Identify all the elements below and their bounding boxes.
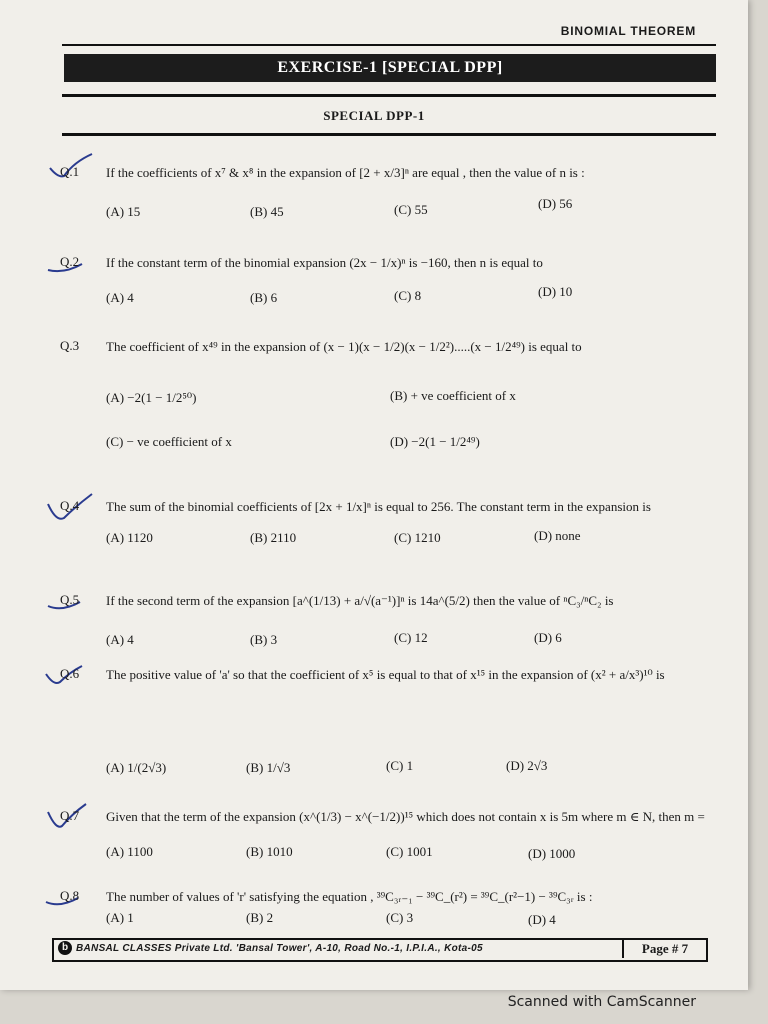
option-d: (D) −2(1 − 1/2⁴⁹) bbox=[390, 434, 480, 449]
option-c: (C) 55 bbox=[394, 202, 428, 217]
option-b: (B) + ve coefficient of x bbox=[390, 388, 516, 403]
footer-publisher: BANSAL CLASSES Private Ltd. 'Bansal Tower', A-10, Road No.-1, I.P.I.A., Kota-05 bbox=[76, 943, 483, 954]
option-a: (A) 4 bbox=[106, 290, 134, 305]
question-text: The positive value of 'a' so that the coefficient of x⁵ is equal to that of x¹⁵ in the expansion of (x² + a/x³)¹⁰ is bbox=[106, 667, 665, 682]
question-8 bbox=[60, 888, 720, 932]
option-b: (B) 2110 bbox=[250, 530, 297, 545]
question-number: Q.7 bbox=[60, 808, 80, 823]
page-number: Page # 7 bbox=[622, 939, 706, 958]
scanner-watermark: Scanned with CamScanner bbox=[507, 994, 696, 1010]
bansal-logo-icon: b bbox=[58, 941, 72, 955]
option-d: (D) 1000 bbox=[528, 846, 576, 861]
question-text: Given that the term of the expansion (x^(1/3) − x^(−1/2))¹⁵ which does not contain x is 5m where m ∈ N, then m = bbox=[106, 809, 705, 824]
option-b: (B) 6 bbox=[250, 290, 278, 305]
question-3 bbox=[60, 338, 720, 466]
question-number: Q.3 bbox=[60, 338, 80, 353]
option-d: (D) 56 bbox=[538, 196, 573, 211]
option-c: (C) 1210 bbox=[394, 530, 441, 545]
option-a: (A) −2(1 − 1/2⁵⁰) bbox=[106, 390, 197, 405]
option-c: (C) 8 bbox=[394, 288, 422, 303]
question-number: Q.8 bbox=[60, 888, 80, 903]
question-number: Q.5 bbox=[60, 592, 80, 607]
question-text: The coefficient of x⁴⁹ in the expansion of (x − 1)(x − 1/2)(x − 1/2²).....(x − 1/2⁴⁹) is equal to bbox=[106, 339, 582, 354]
question-5 bbox=[60, 592, 720, 650]
option-b: (B) 1/√3 bbox=[246, 760, 291, 775]
option-a: (A) 1100 bbox=[106, 844, 153, 859]
chapter-header: BINOMIAL THEOREM bbox=[560, 24, 696, 38]
question-text: The sum of the binomial coefficients of [2x + 1/x]ⁿ is equal to 256. The constant term in the expansion is bbox=[106, 499, 651, 514]
option-c: (C) − ve coefficient of x bbox=[106, 434, 232, 449]
question-7 bbox=[60, 808, 720, 864]
option-c: (C) 3 bbox=[386, 910, 414, 925]
option-c: (C) 12 bbox=[394, 630, 428, 645]
question-1 bbox=[60, 164, 720, 224]
option-a: (A) 4 bbox=[106, 632, 134, 647]
option-a: (A) 1120 bbox=[106, 530, 153, 545]
option-d: (D) 2√3 bbox=[506, 758, 548, 773]
question-text: The number of values of 'r' satisfying the equation , ³⁹C₃ᵣ₋₁ − ³⁹C_(r²) = ³⁹C_(r²−1) − ³⁹C₃ᵣ is : bbox=[106, 889, 593, 904]
option-b: (B) 1010 bbox=[246, 844, 293, 859]
exercise-banner: EXERCISE-1 [SPECIAL DPP] bbox=[64, 54, 716, 82]
option-a: (A) 1/(2√3) bbox=[106, 760, 167, 775]
option-c: (C) 1 bbox=[386, 758, 414, 773]
question-number: Q.1 bbox=[60, 164, 80, 179]
header-rule bbox=[62, 44, 716, 46]
option-d: (D) 4 bbox=[528, 912, 556, 927]
option-d: (D) 6 bbox=[534, 630, 562, 645]
question-4 bbox=[60, 498, 720, 550]
option-a: (A) 1 bbox=[106, 910, 134, 925]
question-number: Q.4 bbox=[60, 498, 80, 513]
dpp-title: SPECIAL DPP-1 bbox=[323, 108, 425, 123]
option-d: (D) none bbox=[534, 528, 581, 543]
question-text: If the constant term of the binomial expansion (2x − 1/x)ⁿ is −160, then n is equal to bbox=[106, 255, 543, 270]
question-6 bbox=[60, 666, 720, 786]
question-number: Q.6 bbox=[60, 666, 80, 681]
option-c: (C) 1001 bbox=[386, 844, 433, 859]
option-b: (B) 3 bbox=[250, 632, 278, 647]
option-a: (A) 15 bbox=[106, 204, 141, 219]
question-text: If the second term of the expansion [a^(1/13) + a/√(a⁻¹)]ⁿ is 14a^(5/2) then the value of ⁿC₃/ⁿC₂ is bbox=[106, 593, 614, 608]
option-b: (B) 45 bbox=[250, 204, 284, 219]
divider-bottom bbox=[62, 133, 716, 136]
question-number: Q.2 bbox=[60, 254, 80, 269]
option-b: (B) 2 bbox=[246, 910, 274, 925]
footer-bar bbox=[52, 938, 708, 962]
divider-top bbox=[62, 94, 716, 97]
question-text: If the coefficients of x⁷ & x⁸ in the expansion of [2 + x/3]ⁿ are equal , then the value of n is : bbox=[106, 165, 585, 180]
question-2 bbox=[60, 254, 720, 304]
option-d: (D) 10 bbox=[538, 284, 573, 299]
